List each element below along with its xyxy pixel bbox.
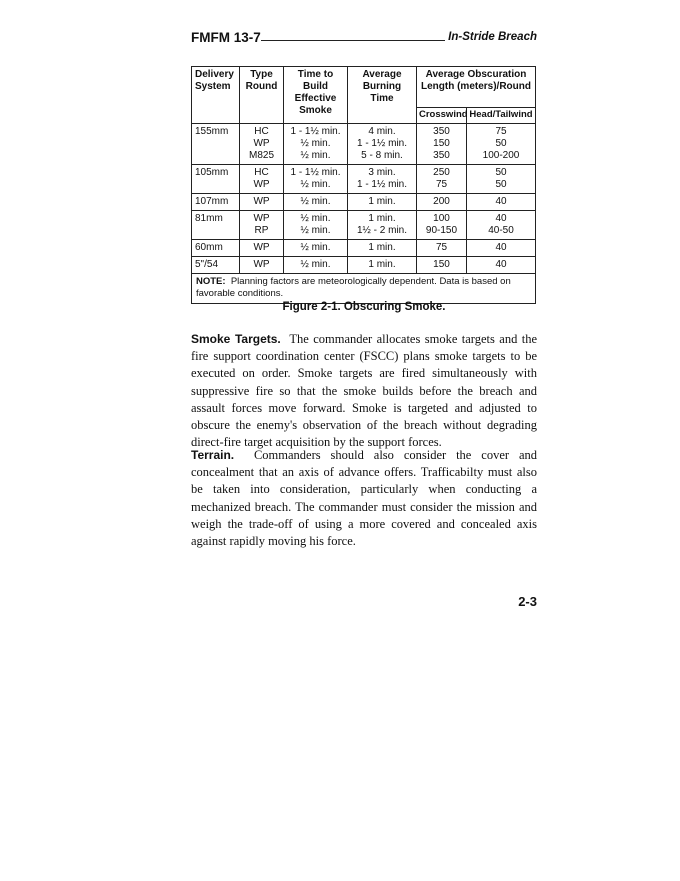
crosswind-cell: 75: [417, 240, 467, 257]
table-row: [192, 165, 536, 194]
header-delivery-system: Delivery System: [192, 67, 240, 124]
delivery-system-cell: 107mm: [192, 194, 240, 211]
table-note: [192, 274, 536, 304]
crosswind-cell: 350 150 350: [417, 124, 467, 165]
crosswind-cell: 100 90-150: [417, 211, 467, 240]
type-cell: HC WP: [240, 165, 284, 194]
header-obscuration-length: Average Obscuration Length (meters)/Round: [417, 67, 536, 108]
headtailwind-cell: 40: [467, 240, 536, 257]
build-time-cell: 1 - 1½ min. ½ min. ½ min.: [284, 124, 348, 165]
delivery-system-cell: 105mm: [192, 165, 240, 194]
build-time-cell: ½ min.: [284, 240, 348, 257]
build-time-cell: ½ min.: [284, 257, 348, 274]
burn-time-cell: 1 min.: [348, 257, 417, 274]
paragraph-smoke-targets: [191, 331, 537, 451]
type-cell: WP RP: [240, 211, 284, 240]
delivery-system-cell: 5"/54: [192, 257, 240, 274]
table-row: [192, 257, 536, 274]
paragraph-text: The commander allocates smoke targets and the fire support coordination center (FSCC) plans smoke targets to be executed on order. Smoke targets are fired simultaneously with suppressive fire so that the smoke builds before the breach and assault forces move forward. Smoke is targeted and adjusted to obscure the enemy's observation of the breach without degrading direct-fire target acquisition by the support forces.: [191, 332, 537, 450]
header-time-to-build: Time to Build Effective Smoke: [284, 67, 348, 124]
paragraph-lead: Terrain.: [191, 448, 235, 462]
headtailwind-cell: 40 40-50: [467, 211, 536, 240]
header-crosswind: Crosswind: [417, 108, 467, 124]
headtailwind-cell: 75 50 100-200: [467, 124, 536, 165]
burn-time-cell: 4 min. 1 - 1½ min. 5 - 8 min.: [348, 124, 417, 165]
headtailwind-cell: 40: [467, 257, 536, 274]
note-label: NOTE:: [196, 276, 226, 287]
header-headtailwind: Head/Tailwind: [467, 108, 536, 124]
build-time-cell: ½ min. ½ min.: [284, 211, 348, 240]
burn-time-cell: 1 min.: [348, 240, 417, 257]
table-row: [192, 124, 536, 165]
figure-caption: Figure 2-1. Obscuring Smoke.: [282, 301, 446, 313]
delivery-system-cell: 155mm: [192, 124, 240, 165]
obscuring-smoke-table: [191, 66, 536, 304]
note-text: Planning factors are meteorologically dependent. Data is based on favorable conditions.: [196, 276, 511, 299]
headtailwind-cell: 40: [467, 194, 536, 211]
crosswind-cell: 150: [417, 257, 467, 274]
table-row: [192, 194, 536, 211]
table-row: [192, 211, 536, 240]
running-header: [191, 30, 537, 50]
delivery-system-cell: 60mm: [192, 240, 240, 257]
type-cell: WP: [240, 257, 284, 274]
type-cell: WP: [240, 194, 284, 211]
crosswind-cell: 200: [417, 194, 467, 211]
burn-time-cell: 3 min. 1 - 1½ min.: [348, 165, 417, 194]
paragraph-text: Commanders should also consider the cover and concealment that an axis of advance offers. Trafficabilty must also be taken into consideration, particularly when conducting a mechanized breach. The commander must consider the mission and weigh the trade-off of using a more covered and concealed axis against rapidly moving his force.: [191, 448, 537, 549]
crosswind-cell: 250 75: [417, 165, 467, 194]
table-note-row: [192, 274, 536, 304]
header-type-round: Type Round: [240, 67, 284, 124]
headtailwind-cell: 50 50: [467, 165, 536, 194]
type-cell: HC WP M825: [240, 124, 284, 165]
table-row: [192, 240, 536, 257]
header-rule: [261, 40, 445, 41]
build-time-cell: 1 - 1½ min. ½ min.: [284, 165, 348, 194]
build-time-cell: ½ min.: [284, 194, 348, 211]
header-burning-time: Average Burning Time: [348, 67, 417, 124]
manual-id: FMFM 13-7: [191, 30, 261, 45]
burn-time-cell: 1 min.: [348, 194, 417, 211]
paragraph-terrain: [191, 447, 537, 550]
type-cell: WP: [240, 240, 284, 257]
section-title: In-Stride Breach: [448, 31, 537, 43]
burn-time-cell: 1 min. 1½ - 2 min.: [348, 211, 417, 240]
delivery-system-cell: 81mm: [192, 211, 240, 240]
paragraph-lead: Smoke Targets.: [191, 332, 281, 346]
page-number: 2-3: [518, 594, 537, 609]
